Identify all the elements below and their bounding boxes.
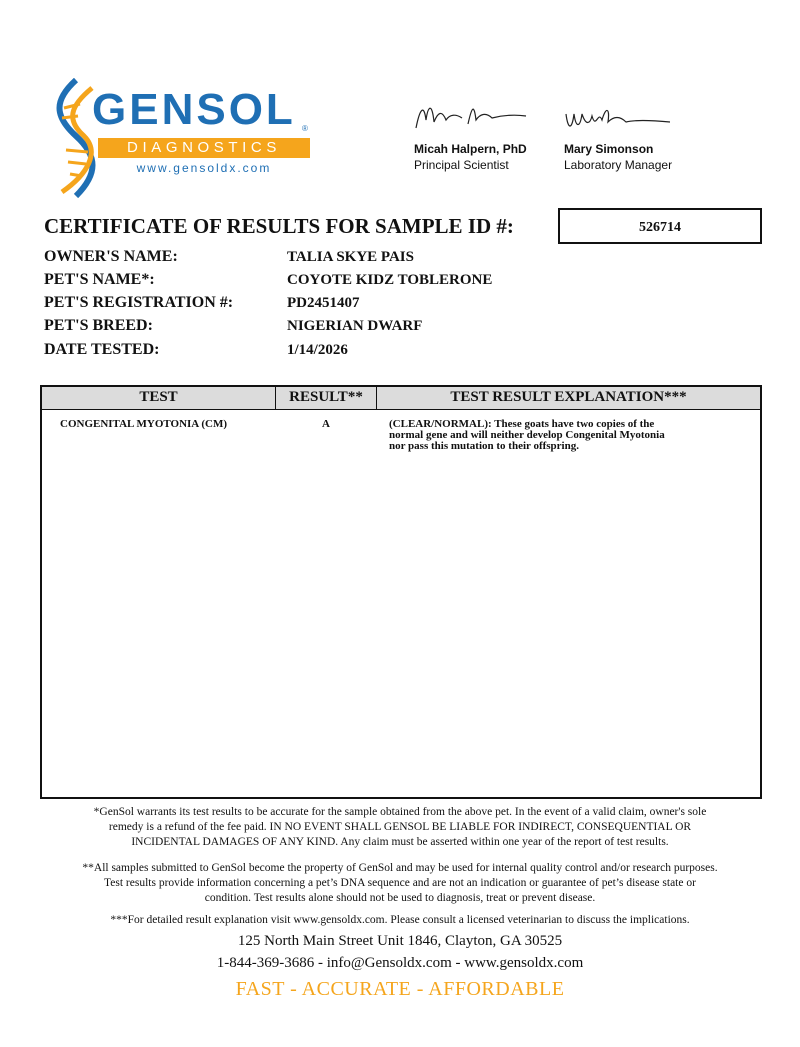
- tagline: FAST - ACCURATE - AFFORDABLE: [235, 978, 565, 1000]
- certificate-title: CERTIFICATE OF RESULTS FOR SAMPLE ID #:: [44, 214, 514, 238]
- test-explanation-line: normal gene and will neither develop Congenital Myotonia: [389, 429, 665, 441]
- warranty-note-line: *GenSol warrants its test results to be accurate for the sample obtained from the above pet. In the event of a valid claim, owner's sole: [93, 806, 707, 818]
- signatory-name: Mary Simonson: [564, 142, 654, 156]
- address: 125 North Main Street Unit 1846, Clayton, GA 30525: [237, 933, 563, 949]
- column-header-explanation: TEST RESULT EXPLANATION***: [450, 389, 687, 405]
- column-header-result: RESULT**: [289, 389, 363, 405]
- column-header-test: TEST: [139, 389, 178, 405]
- test-explanation-line: nor pass this mutation to their offspring.: [389, 440, 579, 452]
- test-name-cell: CONGENITAL MYOTONIA (CM): [60, 418, 228, 430]
- sample-id-box: 526714: [558, 208, 762, 244]
- brand-website: www.gensoldx.com: [136, 161, 272, 175]
- brand-sub: DIAGNOSTICS: [127, 139, 281, 156]
- signatory-name: Micah Halpern, PhD: [414, 142, 527, 156]
- brand-registered-mark: ®: [302, 124, 308, 133]
- date-tested-value: 1/14/2026: [287, 342, 348, 358]
- pet-name-label: PET'S NAME*:: [44, 271, 155, 288]
- warranty-note-line: remedy is a refund of the fee paid. IN NO EVENT SHALL GENSOL BE LIABLE FOR INDIRECT, CONSEQUENTIAL OR: [108, 821, 692, 833]
- owner-name-label: OWNER'S NAME:: [44, 248, 178, 265]
- pet-breed-label: PET'S BREED:: [44, 317, 153, 334]
- signatory-title: Laboratory Manager: [564, 158, 673, 172]
- test-explanation-line: (CLEAR/NORMAL): These goats have two copies of the: [389, 418, 655, 430]
- warranty-note-line: INCIDENTAL DAMAGES OF ANY KIND. Any claim must be asserted within one year of the report of test results.: [131, 836, 669, 848]
- signature-simonson-icon: [562, 100, 674, 136]
- samples-note-line: condition. Test results alone should not be used to diagnosis, treat or prevent disease.: [204, 892, 596, 904]
- pet-breed-value: NIGERIAN DWARF: [287, 318, 423, 334]
- test-result-cell: A: [322, 418, 330, 430]
- owner-name-value: TALIA SKYE PAIS: [287, 249, 414, 265]
- signatory-title: Principal Scientist: [414, 158, 509, 172]
- pet-registration-label: PET'S REGISTRATION #:: [44, 294, 234, 311]
- signature-halpern-icon: [412, 98, 530, 138]
- samples-note-line: Test results provide information concerning a pet’s DNA sequence and are not an indication or guarantee of pet’s disease state or: [104, 877, 696, 889]
- contact-line: 1-844-369-3686 - info@Gensoldx.com - www.gensoldx.com: [216, 955, 584, 971]
- explanation-note: ***For detailed result explanation visit www.gensoldx.com. Please consult a licensed veterinarian to discuss the implications.: [110, 914, 690, 926]
- pet-registration-value: PD2451407: [287, 295, 360, 311]
- pet-name-value: COYOTE KIDZ TOBLERONE: [287, 272, 493, 288]
- samples-note-line: **All samples submitted to GenSol become the property of GenSol and may be used for internal quality control and/or research purposes.: [82, 862, 718, 874]
- date-tested-label: DATE TESTED:: [44, 341, 160, 358]
- brand-name: GENSOL: [92, 85, 296, 134]
- header-divider: [42, 409, 760, 410]
